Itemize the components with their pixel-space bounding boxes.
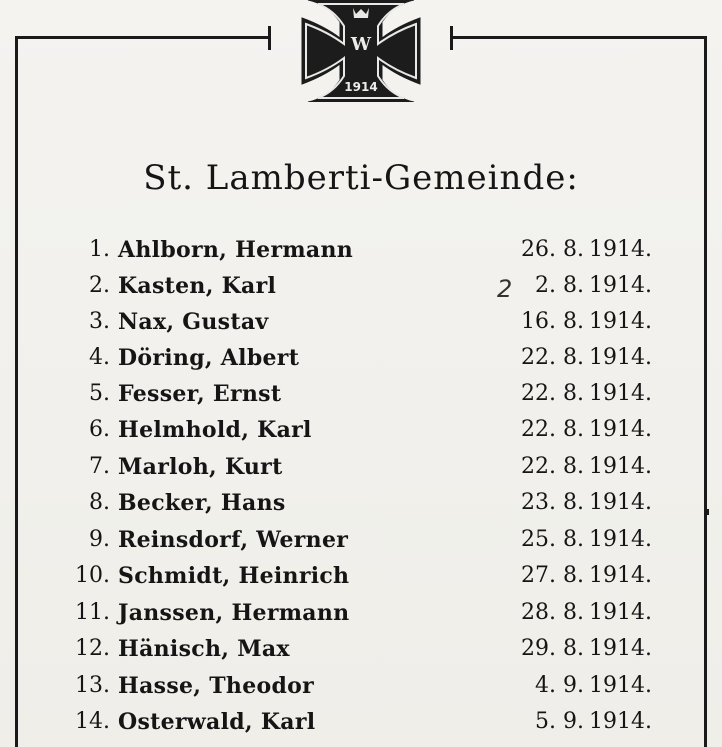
entry-day: 29. — [521, 636, 556, 661]
entry-day: 22. — [521, 454, 556, 479]
entry-day: 22. — [521, 417, 556, 442]
frame-tick-right — [450, 26, 453, 50]
entry-year: 1914. — [589, 600, 652, 625]
handwritten-correction: 2 — [497, 275, 513, 303]
entry-name: Helmhold, Karl — [118, 417, 312, 443]
entry-year: 1914. — [589, 636, 652, 661]
entry-number: 12. — [75, 636, 110, 661]
entry-number: 14. — [75, 709, 110, 734]
entry-month: 8. — [563, 636, 584, 661]
entry-month: 8. — [563, 237, 584, 262]
list-item — [0, 704, 722, 740]
list-item — [0, 412, 722, 448]
entry-name: Hänisch, Max — [118, 636, 290, 662]
entry-name: Kasten, Karl — [118, 273, 277, 299]
entry-year: 1914. — [589, 673, 652, 698]
page-title: St. Lamberti-Gemeinde: — [143, 158, 579, 198]
list-item — [0, 522, 722, 558]
emblem-letter: W — [350, 34, 372, 55]
entry-month: 8. — [563, 309, 584, 334]
iron-cross-icon — [298, 0, 424, 102]
entry-year: 1914. — [589, 454, 652, 479]
entry-day: 2. — [535, 273, 556, 298]
entry-month: 8. — [563, 563, 584, 588]
entry-month: 8. — [563, 381, 584, 406]
list-item — [0, 340, 722, 376]
entry-number: 4. — [89, 345, 110, 370]
entry-number: 3. — [89, 309, 110, 334]
entry-number: 9. — [89, 527, 110, 552]
entry-year: 1914. — [589, 490, 652, 515]
entry-month: 8. — [563, 600, 584, 625]
entry-year: 1914. — [589, 527, 652, 552]
entry-name: Becker, Hans — [118, 490, 286, 516]
entry-month: 8. — [563, 454, 584, 479]
entry-day: 28. — [521, 600, 556, 625]
entry-day: 16. — [521, 309, 556, 334]
entry-month: 8. — [563, 273, 584, 298]
entry-number: 1. — [89, 237, 110, 262]
entry-name: Reinsdorf, Werner — [118, 527, 349, 553]
list-item — [0, 232, 722, 268]
list-item — [0, 485, 722, 521]
entry-day: 4. — [535, 673, 556, 698]
entry-number: 11. — [75, 600, 110, 625]
entry-name: Nax, Gustav — [118, 309, 269, 335]
entry-number: 5. — [89, 381, 110, 406]
frame-line-top-right — [452, 36, 707, 39]
entry-year: 1914. — [589, 381, 652, 406]
list-item — [0, 595, 722, 631]
list-item — [0, 268, 722, 304]
entry-month: 8. — [563, 417, 584, 442]
entry-day: 25. — [521, 527, 556, 552]
entry-day: 22. — [521, 345, 556, 370]
list-item — [0, 668, 722, 704]
list-item — [0, 558, 722, 594]
entry-number: 7. — [89, 454, 110, 479]
entry-name: Schmidt, Heinrich — [118, 563, 350, 589]
list-item — [0, 376, 722, 412]
entry-name: Hasse, Theodor — [118, 673, 315, 699]
entry-day: 22. — [521, 381, 556, 406]
entry-month: 8. — [563, 345, 584, 370]
edge-mark — [705, 509, 709, 515]
entry-year: 1914. — [589, 345, 652, 370]
entry-day: 23. — [521, 490, 556, 515]
entry-year: 1914. — [589, 709, 652, 734]
entry-month: 8. — [563, 527, 584, 552]
entry-number: 10. — [75, 563, 110, 588]
list-item — [0, 631, 722, 667]
frame-tick-left — [268, 26, 271, 50]
list-item — [0, 304, 722, 340]
entry-month: 9. — [563, 673, 584, 698]
entry-number: 6. — [89, 417, 110, 442]
frame-line-top-left — [15, 36, 269, 39]
entry-name: Fesser, Ernst — [118, 381, 282, 407]
entry-month: 9. — [563, 709, 584, 734]
entry-year: 1914. — [589, 309, 652, 334]
entry-day: 26. — [521, 237, 556, 262]
entry-year: 1914. — [589, 273, 652, 298]
entry-name: Osterwald, Karl — [118, 709, 316, 735]
entry-month: 8. — [563, 490, 584, 515]
entry-name: Döring, Albert — [118, 345, 300, 371]
list-item — [0, 449, 722, 485]
emblem-year: 1914 — [344, 80, 378, 94]
entry-name: Janssen, Hermann — [118, 600, 350, 626]
entry-name: Ahlborn, Hermann — [118, 237, 354, 263]
entry-number: 8. — [89, 490, 110, 515]
entry-number: 2. — [89, 273, 110, 298]
entry-year: 1914. — [589, 237, 652, 262]
entry-day: 27. — [521, 563, 556, 588]
entry-number: 13. — [75, 673, 110, 698]
entry-day: 5. — [535, 709, 556, 734]
entry-name: Marloh, Kurt — [118, 454, 283, 480]
entry-year: 1914. — [589, 563, 652, 588]
entry-year: 1914. — [589, 417, 652, 442]
